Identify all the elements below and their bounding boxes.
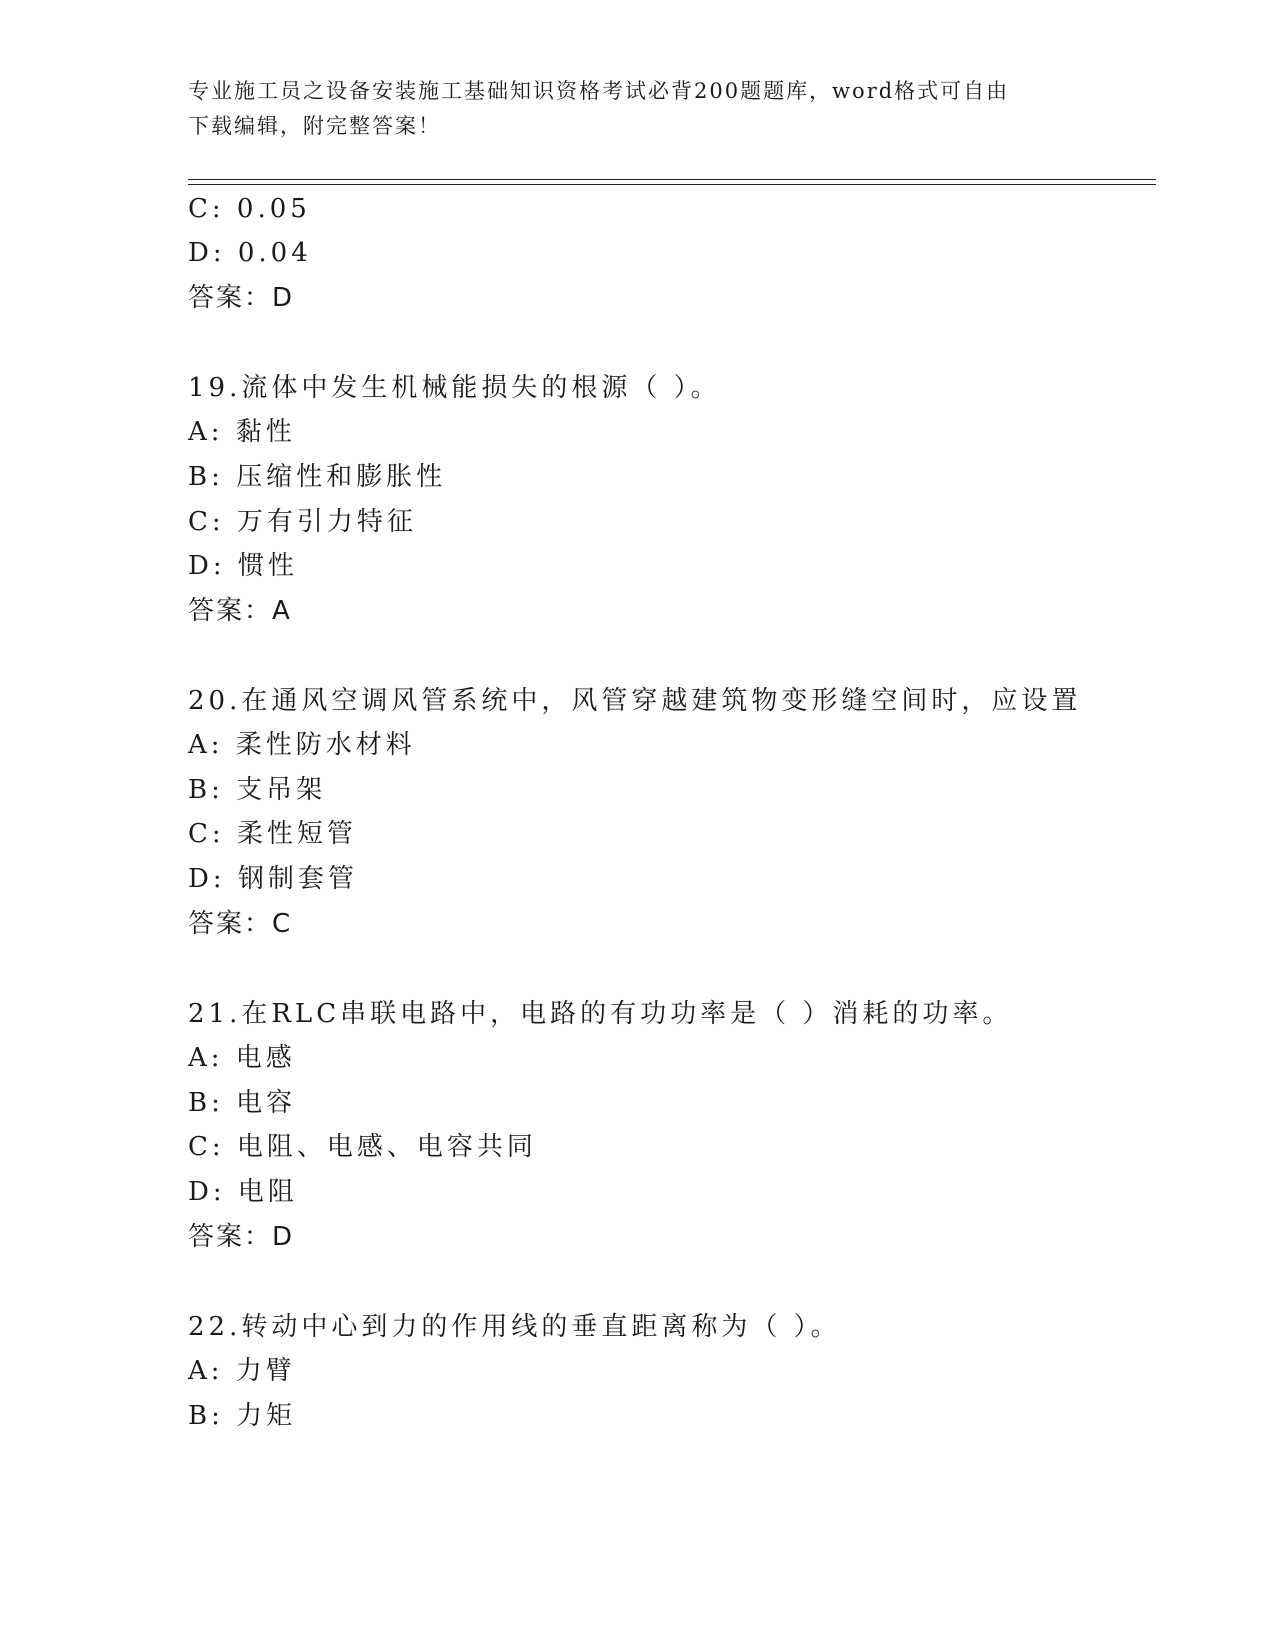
q20-answer: 答案：C xyxy=(188,909,293,939)
q21-option-a: A: 电感 xyxy=(188,1043,296,1073)
q21-option-d: D: 电阻 xyxy=(188,1177,298,1207)
q19-option-d: D: 惯性 xyxy=(188,551,298,581)
q19-answer: 答案：A xyxy=(188,596,292,626)
q22-stem: 22.转动中心到力的作用线的垂直距离称为（ ）。 xyxy=(188,1312,841,1342)
q19-stem: 19.流体中发生机械能损失的根源（ ）。 xyxy=(188,373,721,403)
header-divider-top xyxy=(188,179,1156,180)
q21-option-c: C: 电阻、电感、电容共同 xyxy=(188,1132,537,1162)
q20-option-b: B: 支吊架 xyxy=(188,775,327,805)
q19-option-c: C: 万有引力特征 xyxy=(188,507,417,537)
document-header xyxy=(188,74,1088,144)
q20-option-a: A: 柔性防水材料 xyxy=(188,730,416,760)
q21-option-b: B: 电容 xyxy=(188,1088,297,1118)
q22-option-a: A: 力臂 xyxy=(188,1356,296,1386)
q19-option-b: B: 压缩性和膨胀性 xyxy=(188,462,447,492)
q18-option-d: D: 0.04 xyxy=(188,238,312,268)
q20-option-d: D: 钢制套管 xyxy=(188,864,358,894)
header-title-line-2: 下载编辑，附完整答案！ xyxy=(188,114,441,138)
q20-stem: 20.在通风空调风管系统中，风管穿越建筑物变形缝空间时，应设置 xyxy=(188,686,1082,716)
q22-option-b: B: 力矩 xyxy=(188,1401,297,1431)
q20-option-c: C: 柔性短管 xyxy=(188,819,357,849)
header-divider-bottom xyxy=(188,184,1156,185)
header-title-line-1: 专业施工员之设备安装施工基础知识资格考试必背200题题库，word格式可自由 xyxy=(188,79,1010,103)
q18-answer: 答案：D xyxy=(188,283,295,313)
q19-option-a: A: 黏性 xyxy=(188,417,296,447)
q21-stem: 21.在RLC串联电路中，电路的有功功率是（ ）消耗的功率。 xyxy=(188,999,1013,1029)
q21-answer: 答案：D xyxy=(188,1222,295,1252)
q18-option-c: C: 0.05 xyxy=(188,194,311,224)
